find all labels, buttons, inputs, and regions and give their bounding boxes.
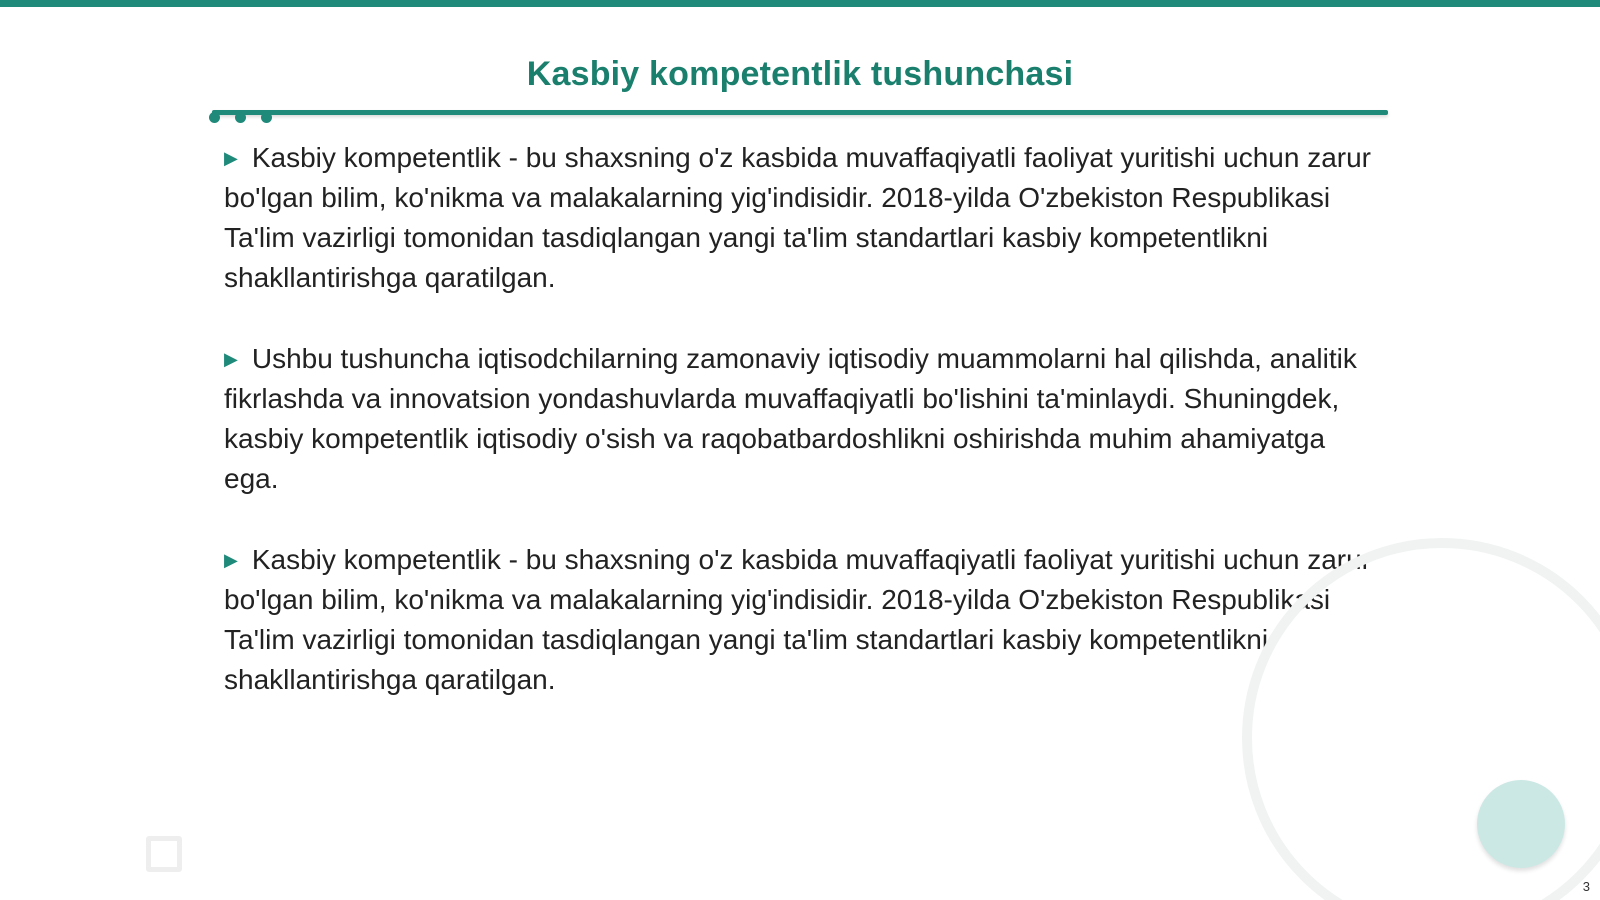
slide-title: Kasbiy kompetentlik tushunchasi [526, 55, 1074, 93]
bullet-item [224, 339, 1374, 499]
decor-dot [209, 112, 220, 123]
bullet-text: Kasbiy kompetentlik - bu shaxsning o'z kasbida muvaffaqiyatli faoliyat yuritishi uchun zarur bo'lgan bilim, ko'nikma va malakalarning yig'indisidir. 2018-yilda O'zbekiston Respublikasi Ta'lim vazirligi tomonidan tasdiqlangan yangi ta'lim standartlari kasbiy kompetentlikni shakllantirishga qaratilgan. [224, 544, 1372, 695]
decor-disc [1477, 780, 1565, 868]
bullet-text: Kasbiy kompetentlik - bu shaxsning o'z kasbida muvaffaqiyatli faoliyat yuritishi uchun zarur bo'lgan bilim, ko'nikma va malakalarning yig'indisidir. 2018-yilda O'zbekiston Respublikasi Ta'lim vazirligi tomonidan tasdiqlangan yangi ta'lim standartlari kasbiy kompetentlikni shakllantirishga qaratilgan. [224, 142, 1372, 293]
decor-dot [261, 112, 272, 123]
decor-square [146, 836, 182, 872]
triangle-right-icon: ▶ [224, 349, 238, 369]
triangle-right-icon: ▶ [224, 148, 238, 168]
bullet-list [224, 138, 1374, 741]
top-accent-bar [0, 0, 1600, 7]
bullet-text: Ushbu tushuncha iqtisodchilarning zamonaviy iqtisodiy muammolarni hal qilishda, analitik fikrlashda va innovatsion yondashuvlarda muvaffaqiyatli bo'lishini ta'minlaydi. Shuningdek, kasbiy kompetentlik iqtisodiy o'sish va raqobatbardoshlikni oshirishda muhim ahamiyatga ega. [224, 343, 1357, 494]
bullet-item [224, 540, 1374, 700]
triangle-right-icon: ▶ [224, 550, 238, 570]
decor-dot [235, 112, 246, 123]
page-number: 3 [1582, 879, 1590, 894]
title-underline [212, 110, 1388, 115]
bullet-item [224, 138, 1374, 298]
